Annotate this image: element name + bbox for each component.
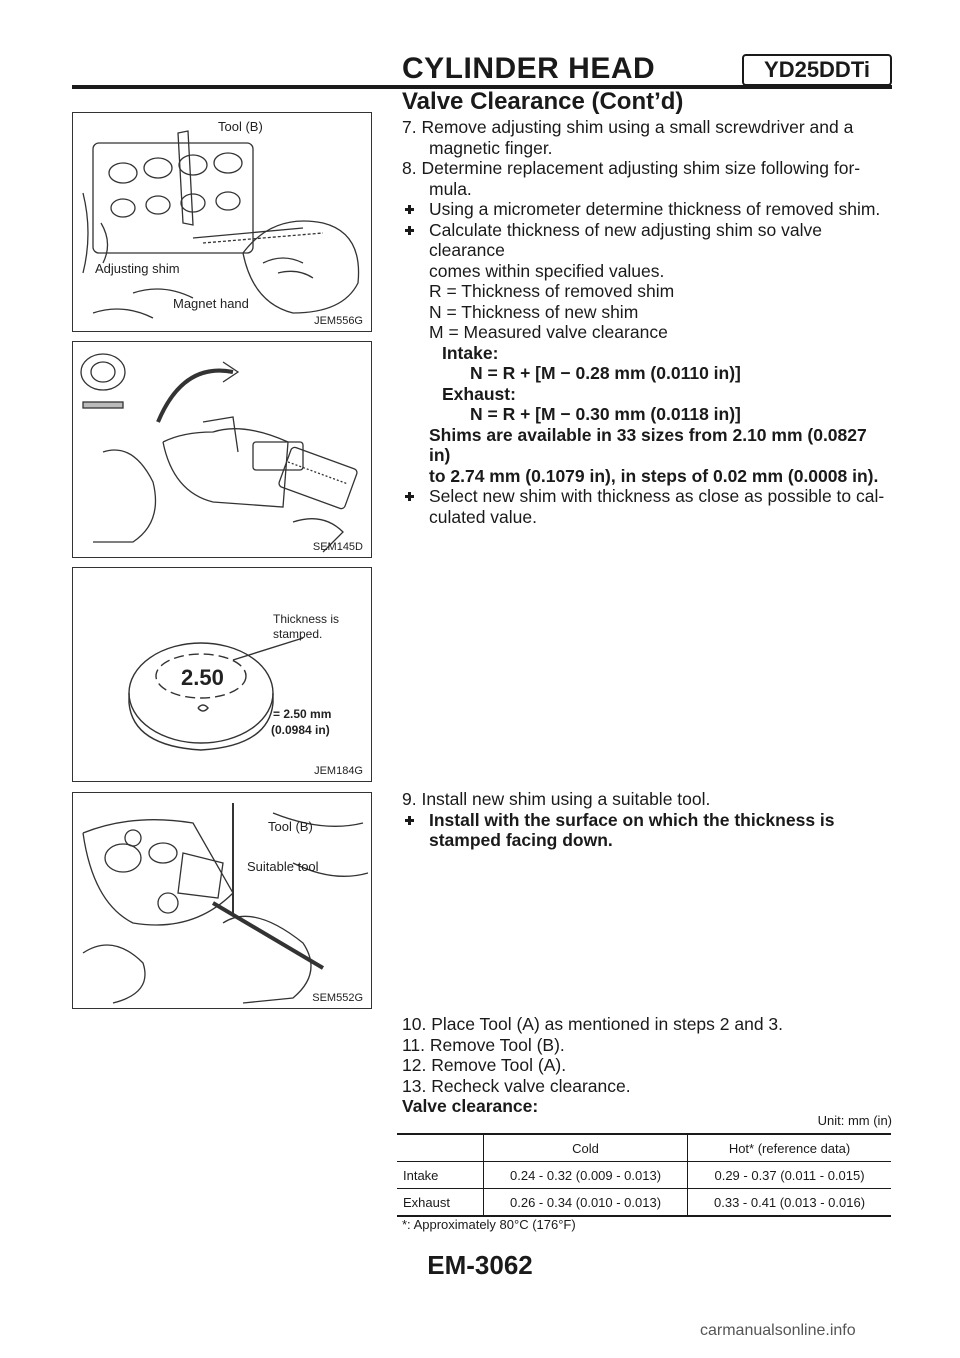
intake-label: Intake: [442,342,499,363]
valve-clearance-label: Valve clearance: [402,1096,539,1116]
def-r: R = Thickness of removed shim [429,281,675,301]
figure-code: JEM556G [314,315,363,327]
def-n: N = Thickness of new shim [429,301,639,322]
table-cell: 0.26 - 0.34 (0.010 - 0.013) [484,1189,688,1217]
table-unit: Unit: mm (in) [817,1113,892,1128]
step-7-cont: magnetic finger. [429,137,553,158]
figure-install-shim-illustration [73,793,371,1008]
procedure-block-1 [402,117,892,527]
step-8: 8. Determine replacement adjusting shim size following for- [402,158,861,178]
table-footnote: *: Approximately 80°C (176°F) [402,1217,576,1232]
callout-mm: = 2.50 mm [273,707,332,721]
callout-adjusting-shim: Adjusting shim [95,261,180,276]
section-title: CYLINDER HEAD [402,52,656,85]
table-cell: Exhaust [397,1189,484,1217]
table-header: Cold [484,1134,688,1162]
def-m: M = Measured valve clearance [429,322,668,342]
table-row [397,1189,891,1217]
step-8-cont: mula. [429,178,472,199]
table-cell: 0.24 - 0.32 (0.009 - 0.013) [484,1162,688,1189]
valve-clearance-table [397,1133,891,1217]
figure-remove-shim [72,112,372,332]
step-10: 10. Place Tool (A) as mentioned in steps 2 and 3. [402,1014,784,1034]
step-7: 7. Remove adjusting shim using a small screwdriver and a [402,117,854,137]
model-badge: YD25DDTi [742,54,892,86]
table-cell: 0.29 - 0.37 (0.011 - 0.015) [688,1162,891,1189]
figure-micrometer-illustration [73,342,371,557]
bullet-calculate-cont: comes within specified values. [429,260,665,281]
figure-install-shim [72,792,372,1009]
bullet-install-facing-cont: stamped facing down. [429,830,613,850]
bullet-install-facing: Install with the surface on which the thickness is [402,810,892,831]
figure-shim-stamp-illustration [73,568,371,781]
table-header: Hot* (reference data) [688,1134,891,1162]
step-9: 9. Install new shim using a suitable tool. [402,789,711,809]
figure-micrometer [72,341,372,558]
intake-formula: N = R + [M − 0.28 mm (0.0110 in)] [470,363,741,383]
procedure-block-3 [402,1014,892,1117]
shims-available-cont: to 2.74 mm (0.1079 in), in steps of 0.02 mm (0.0008 in). [429,465,879,486]
figure-shim-stamp [72,567,372,782]
figure-code: SEM145D [312,541,363,553]
callout-in: (0.0984 in) [271,723,330,737]
bullet-micrometer: Using a micrometer determine thickness of removed shim. [402,199,892,220]
figure-code: SEM552G [312,992,363,1004]
bullet-select-cont: culated value. [429,506,537,527]
table-cell: 0.33 - 0.41 (0.013 - 0.016) [688,1189,891,1217]
shims-available: Shims are available in 33 sizes from 2.10 mm (0.0827 in) [429,424,867,465]
table-header-row [397,1134,891,1162]
procedure-block-2 [402,789,892,851]
exhaust-label: Exhaust: [442,383,516,404]
callout-thickness-2: stamped. [273,627,323,641]
callout-magnet-hand: Magnet hand [173,296,249,311]
step-12: 12. Remove Tool (A). [402,1055,567,1075]
step-11: 11. Remove Tool (B). [402,1034,565,1055]
step-13: 13. Recheck valve clearance. [402,1075,631,1096]
page-subtitle: Valve Clearance (Cont’d) [402,88,684,115]
table-header [397,1134,484,1162]
watermark: carmanualsonline.info [700,1322,856,1339]
bullet-calculate: Calculate thickness of new adjusting shim so valve clearance [402,220,892,261]
callout-tool-b: Tool (B) [218,119,263,134]
figure-remove-shim-illustration [73,113,371,331]
callout-suitable-tool: Suitable tool [247,859,319,874]
callout-shim-value: 2.50 [181,665,224,690]
table-cell: Intake [397,1162,484,1189]
bullet-select: Select new shim with thickness as close as possible to cal- [402,486,892,507]
callout-tool-b: Tool (B) [268,819,313,834]
table-row [397,1162,891,1189]
figure-code: JEM184G [314,765,363,777]
exhaust-formula: N = R + [M − 0.30 mm (0.0118 in)] [470,404,741,424]
page-number: EM-3062 [427,1250,533,1280]
callout-thickness-1: Thickness is [273,612,340,626]
